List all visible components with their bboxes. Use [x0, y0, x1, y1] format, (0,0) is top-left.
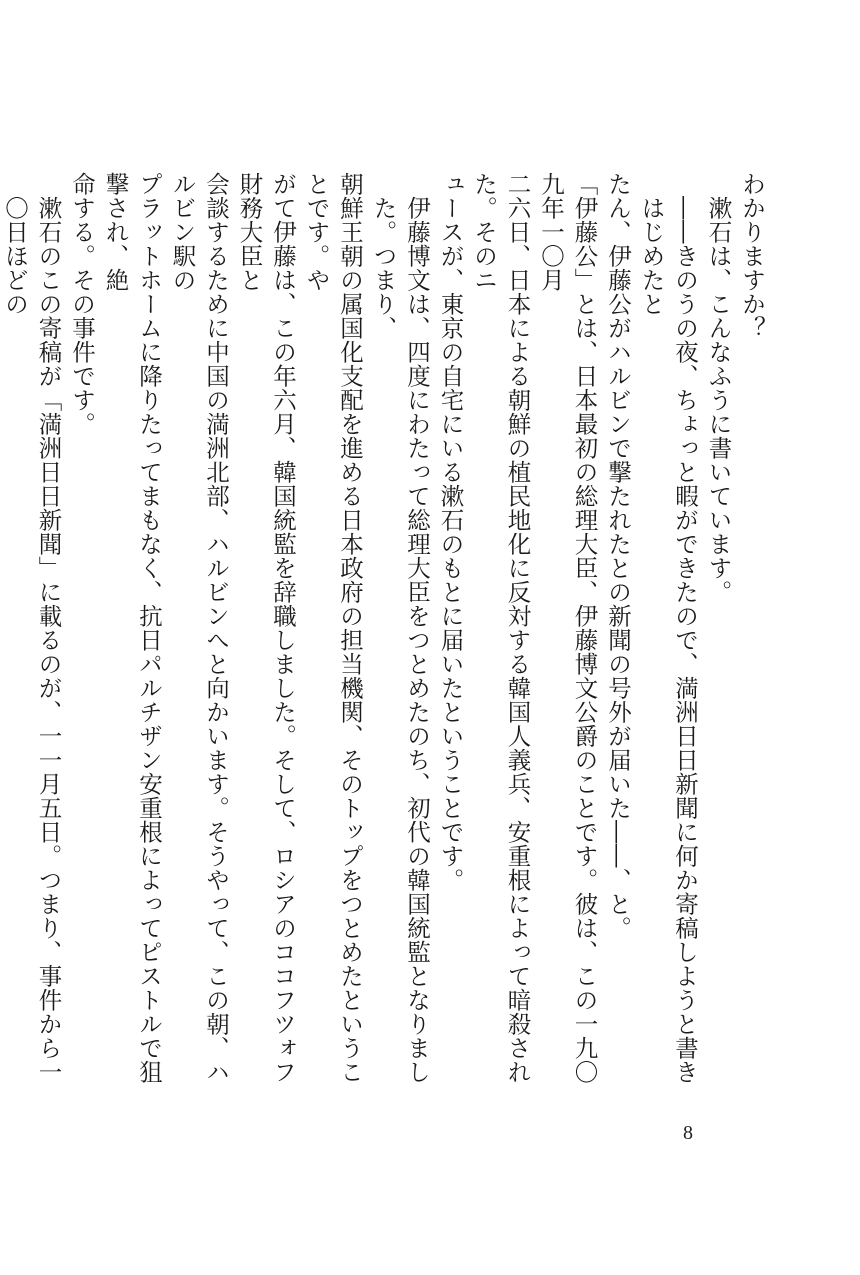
page-number: 8	[683, 1122, 693, 1144]
text-line: 「伊藤公」とは、日本最初の総理大臣、伊藤博文公爵のことです。彼は、この一九〇九年一〇月	[537, 172, 599, 1084]
text-line: 会談するために中国の満洲北部、ハルビンへと向かいます。そうやって、この朝、ハルビン駅の	[168, 172, 230, 1084]
text-line: たん、伊藤公がハルビンで撃たれたとの新聞の号外が届いた――、と。	[604, 172, 632, 940]
text-line: 命する。その事件です。	[68, 172, 96, 436]
text-line: ュースが、東京の自宅にいる漱石のもとに届いたということです。	[436, 172, 465, 892]
text-line: ――きのうの夜、ちょっと暇ができたので、満洲日日新聞に何か寄稿しようと書きはじめたと	[637, 195, 699, 1084]
text-line: がて伊藤は、この年六月、韓国統監を辞職しました。そして、ロシアのココフツォフ財務大臣と	[235, 172, 297, 1084]
text-line: 二六日、日本による朝鮮の植民地化に反対する韓国人義兵、安重根によって暗殺された。そのニ	[470, 172, 532, 1084]
vertical-text-block	[0, 172, 768, 1107]
text-line: わかりますか？	[738, 172, 766, 340]
text-line: 漱石は、こんなふうに書いています。	[704, 195, 733, 604]
text-line: 朝鮮王朝の属国化支配を進める日本政府の担当機関、そのトップをつとめたということです。や	[302, 172, 364, 1084]
text-line: 伊藤博文は、四度にわたって総理大臣をつとめたのち、初代の韓国統監となりました。つまり、	[369, 195, 431, 1084]
text-line: プラットホームに降りたってまもなく、抗日パルチザン安重根によってピストルで狙撃され、絶	[101, 172, 163, 1084]
text-line: 漱石のこの寄稿が「満洲日日新聞」に載るのが、一一月五日。つまり、事件から一〇日ほどの	[1, 195, 63, 1084]
